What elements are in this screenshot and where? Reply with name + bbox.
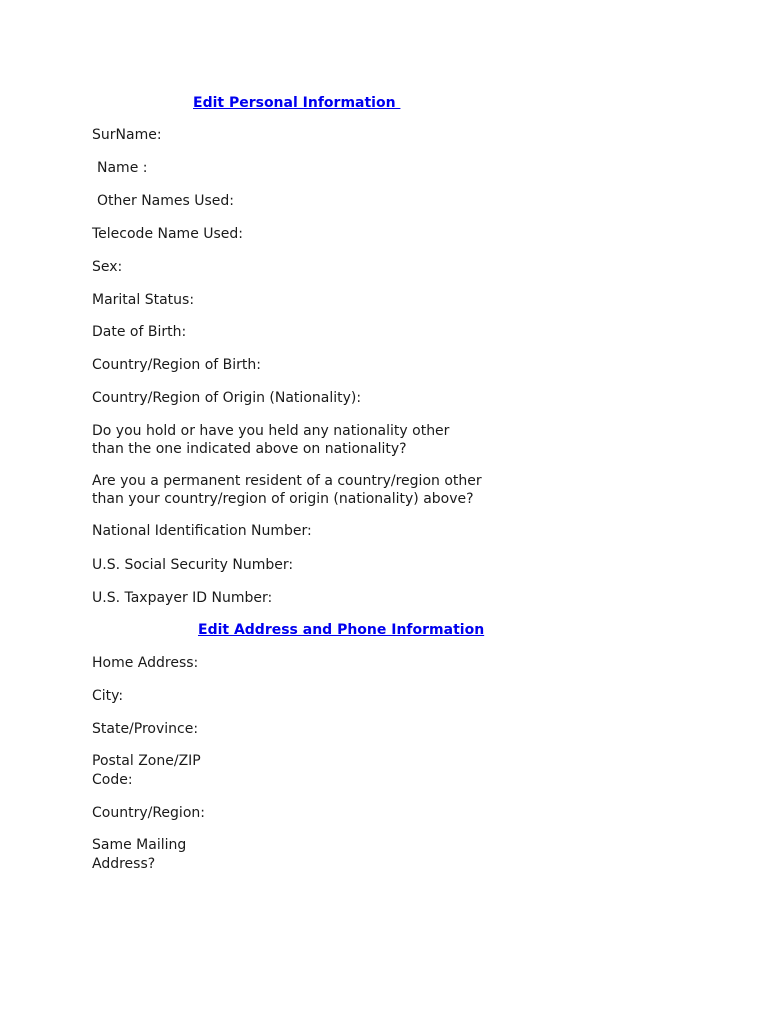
- edit-address-phone-information-link[interactable]: Edit Address and Phone Information: [198, 622, 485, 638]
- country-region-label: Country/Region:: [92, 805, 205, 821]
- edit-personal-information-link[interactable]: Edit Personal Information: [193, 95, 401, 111]
- postal-zip-label-line2: Code:: [92, 772, 133, 788]
- country-of-birth-label: Country/Region of Birth:: [92, 357, 261, 373]
- permanent-resident-question-line1: Are you a permanent resident of a country/region other: [92, 473, 482, 489]
- permanent-resident-question-line2: than your country/region of origin (nationality) above?: [92, 491, 474, 507]
- national-id-label: National Identification Number:: [92, 523, 312, 539]
- name-label: Name :: [97, 160, 148, 176]
- marital-status-label: Marital Status:: [92, 292, 195, 308]
- ssn-label: U.S. Social Security Number:: [92, 557, 294, 573]
- same-mailing-address-label-line2: Address?: [92, 856, 156, 872]
- city-label: City:: [92, 688, 124, 704]
- same-mailing-address-label-line1: Same Mailing: [92, 837, 187, 853]
- home-address-label: Home Address:: [92, 655, 199, 671]
- other-names-label: Other Names Used:: [97, 193, 235, 209]
- surname-label: SurName:: [92, 127, 162, 143]
- other-nationality-question-line2: than the one indicated above on nationality?: [92, 441, 407, 457]
- postal-zip-label-line1: Postal Zone/ZIP: [92, 753, 201, 769]
- date-of-birth-label: Date of Birth:: [92, 324, 187, 340]
- country-of-origin-label: Country/Region of Origin (Nationality):: [92, 390, 362, 406]
- taxpayer-id-label: U.S. Taxpayer ID Number:: [92, 590, 273, 606]
- state-province-label: State/Province:: [92, 721, 199, 737]
- telecode-name-label: Telecode Name Used:: [92, 226, 244, 242]
- other-nationality-question-line1: Do you hold or have you held any nationality other: [92, 423, 450, 439]
- sex-label: Sex:: [92, 259, 123, 275]
